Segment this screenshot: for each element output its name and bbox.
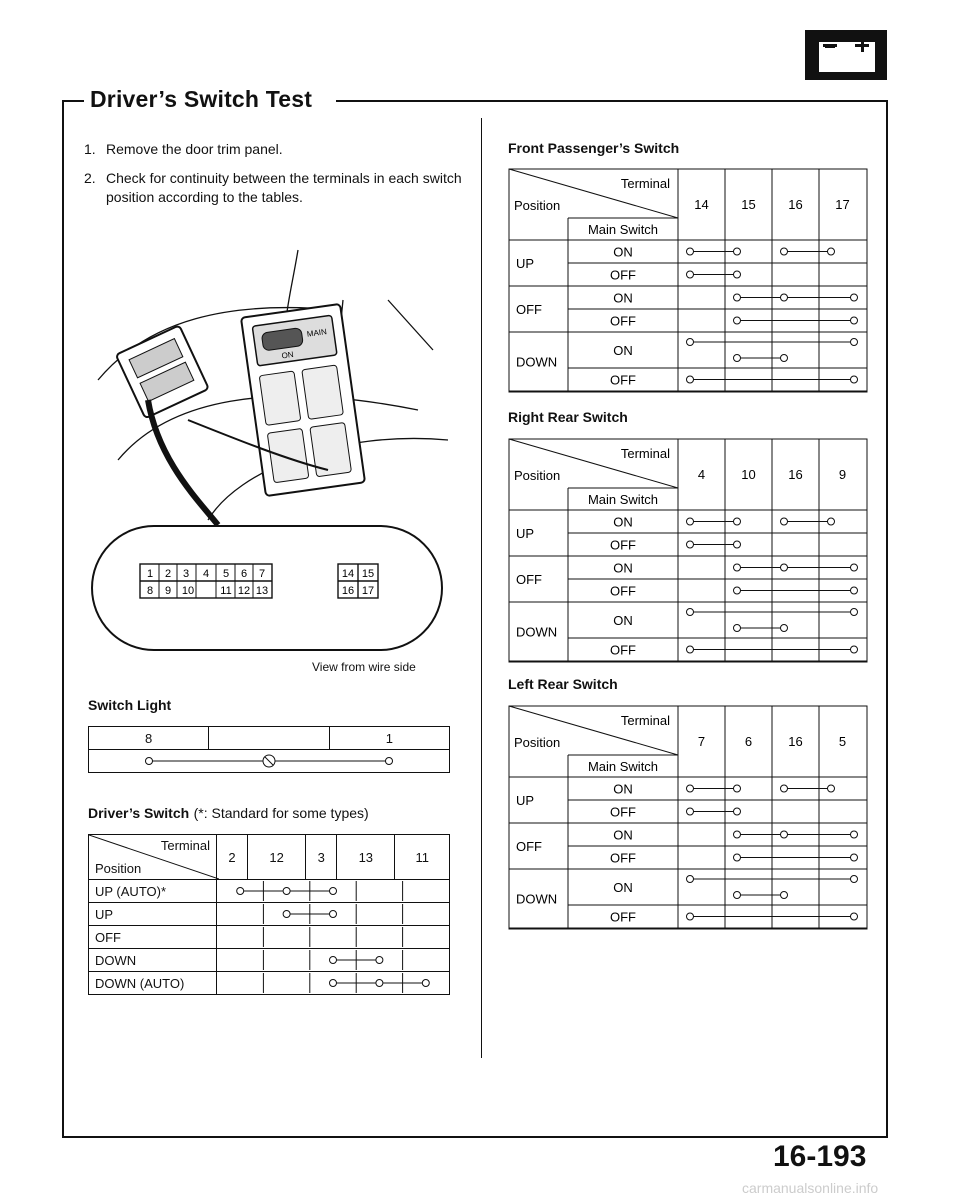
conn-pin: 13: [255, 585, 269, 597]
continuity-node: [781, 518, 788, 525]
main-label: MAIN: [306, 327, 328, 339]
terminal-cell: 10: [741, 467, 756, 482]
state-cell: OFF: [610, 372, 636, 388]
continuity-row: [217, 949, 450, 972]
left-rear-table: [508, 705, 868, 930]
continuity-node: [687, 876, 694, 883]
left-rear-label: Left Rear Switch: [508, 676, 618, 692]
continuity-node: [734, 518, 741, 525]
front-passenger-label: Front Passenger’s Switch: [508, 140, 680, 156]
continuity-node: [687, 541, 694, 548]
conn-pin: 1: [146, 568, 154, 580]
continuity-node: [330, 911, 337, 918]
continuity-graphic: [217, 973, 449, 993]
continuity-node: [781, 625, 788, 632]
continuity-node: [828, 785, 835, 792]
state-cell: ON: [613, 880, 633, 895]
state-cell: OFF: [610, 313, 636, 329]
state-cell: ON: [613, 827, 633, 843]
terminal-cell: 5: [838, 734, 847, 749]
continuity-node: [687, 271, 694, 278]
continuity-node: [851, 339, 858, 346]
continuity-node: [330, 957, 337, 964]
drivers-switch-label: Driver’s Switch (*: Standard for some types): [88, 805, 369, 821]
continuity-node: [687, 376, 694, 383]
continuity-node: [734, 271, 741, 278]
conn-pin: 15: [361, 568, 375, 580]
conn-pin: 16: [341, 585, 355, 597]
continuity-node: [734, 587, 741, 594]
continuity-node: [687, 646, 694, 653]
continuity-node: [687, 518, 694, 525]
continuity-node: [734, 541, 741, 548]
table-border: [509, 169, 867, 392]
continuity-node: [734, 785, 741, 792]
conn-pin: 11: [220, 585, 232, 597]
position-cell: DOWN: [516, 891, 558, 907]
continuity-node: [781, 294, 788, 301]
drivers-switch-table: [88, 834, 450, 995]
continuity-node: [781, 564, 788, 571]
state-cell: ON: [613, 781, 633, 797]
connector-view: [88, 522, 446, 656]
continuity-node: [781, 892, 788, 899]
terminal-header: Terminal: [620, 176, 670, 191]
conn-pin: 12: [237, 585, 251, 597]
position-cell: UP: [516, 793, 535, 808]
continuity-node: [851, 876, 858, 883]
position-cell: OFF: [516, 302, 542, 317]
step-2: 2. Check for continuity between the terminals in each switch position according to the tables.: [84, 170, 462, 205]
continuity-node: [734, 248, 741, 255]
position-cell: OFF: [89, 926, 217, 949]
state-cell: OFF: [610, 267, 636, 283]
continuity-row: [217, 926, 450, 949]
right-rear-label: Right Rear Switch: [508, 409, 628, 425]
continuity-graphic: [217, 881, 449, 901]
on-label: ON: [281, 349, 295, 361]
continuity-row: [89, 750, 450, 773]
main-switch-header: Main Switch: [587, 759, 659, 774]
state-cell: ON: [613, 514, 633, 530]
continuity-node: [376, 957, 383, 964]
position-cell: UP: [516, 256, 535, 271]
position-cell: DOWN: [89, 949, 217, 972]
continuity-node: [851, 587, 858, 594]
continuity-node: [734, 831, 741, 838]
position-cell: DOWN: [516, 624, 558, 640]
continuity-node: [734, 564, 741, 571]
continuity-node: [687, 785, 694, 792]
diag-header: Terminal Position: [89, 835, 217, 880]
continuity-node: [851, 831, 858, 838]
continuity-node: [687, 913, 694, 920]
terminal-header: Terminal: [620, 446, 670, 461]
conn-pin: 8: [146, 585, 154, 597]
position-cell: UP (AUTO)*: [89, 880, 217, 903]
continuity-node: [851, 564, 858, 571]
continuity-node: [781, 248, 788, 255]
terminal-cell: 14: [694, 197, 709, 212]
position-cell: DOWN (AUTO): [89, 972, 217, 995]
conn-pin: 3: [182, 568, 190, 580]
state-cell: ON: [613, 560, 633, 576]
step-1: 1. Remove the door trim panel.: [84, 141, 283, 157]
continuity-graphic: [217, 950, 449, 970]
state-cell: ON: [613, 290, 633, 306]
terminal-cell: 4: [697, 467, 706, 482]
continuity-node: [376, 980, 383, 987]
state-cell: ON: [613, 613, 633, 628]
terminal-header: Terminal: [620, 713, 670, 728]
state-cell: OFF: [610, 537, 636, 553]
continuity-node: [851, 609, 858, 616]
terminal-cell: 1: [329, 727, 449, 750]
watermark: carmanualsonline.info: [742, 1180, 879, 1196]
terminal-cell: 16: [788, 734, 803, 749]
switch-illustration: [88, 240, 458, 530]
view-caption: View from wire side: [312, 660, 416, 674]
battery-icon: [805, 30, 887, 80]
conn-pin: 10: [181, 585, 195, 597]
table-border: [509, 706, 867, 929]
continuity-node: [734, 625, 741, 632]
continuity-node: [851, 294, 858, 301]
continuity-graphic: [217, 904, 449, 924]
page-number: 16-193: [773, 1140, 867, 1173]
continuity-node: [687, 808, 694, 815]
terminal-cell: 11: [395, 835, 450, 880]
position-cell: UP: [89, 903, 217, 926]
terminal-cell: 6: [744, 734, 753, 749]
continuity-node: [283, 888, 290, 895]
continuity-node: [781, 831, 788, 838]
instruction-steps: [84, 140, 464, 217]
position-cell: DOWN: [516, 354, 558, 370]
terminal-cell: 7: [697, 734, 706, 749]
terminal-cell: [209, 727, 329, 750]
continuity-node: [237, 888, 244, 895]
terminal-cell: 9: [838, 467, 847, 482]
conn-pin: 17: [361, 585, 375, 597]
state-cell: OFF: [610, 642, 636, 658]
state-cell: ON: [613, 244, 633, 260]
position-header: Position: [514, 735, 561, 750]
continuity-node: [283, 911, 290, 918]
conn-pin: 5: [222, 568, 230, 580]
switch-light-table: [88, 726, 450, 773]
continuity-row: [217, 903, 450, 926]
continuity-node: [734, 854, 741, 861]
terminal-cell: 13: [337, 835, 395, 880]
conn-pin: 9: [164, 585, 172, 597]
continuity-node: [781, 785, 788, 792]
terminal-cell: 2: [217, 835, 248, 880]
continuity-node: [851, 317, 858, 324]
terminal-cell: 17: [835, 197, 850, 212]
state-cell: OFF: [610, 909, 636, 925]
continuity-node: [687, 339, 694, 346]
terminal-cell: 16: [788, 197, 803, 212]
main-switch-header: Main Switch: [587, 492, 659, 507]
continuity-node: [851, 854, 858, 861]
continuity-node: [828, 248, 835, 255]
continuity-node: [828, 518, 835, 525]
position-header: Position: [514, 198, 561, 213]
main-switch-header: Main Switch: [587, 222, 659, 237]
continuity-node: [851, 646, 858, 653]
position-cell: UP: [516, 526, 535, 541]
continuity-node: [422, 980, 429, 987]
continuity-node: [687, 248, 694, 255]
continuity-graphic: [217, 927, 449, 947]
front-passenger-table: [508, 168, 868, 393]
position-cell: OFF: [516, 839, 542, 854]
continuity-node: [734, 317, 741, 324]
conn-pin: 4: [202, 568, 210, 580]
column-divider: [481, 118, 482, 1058]
terminal-cell: 15: [741, 197, 756, 212]
page-title: Driver’s Switch Test: [90, 86, 313, 112]
terminal-cell: 12: [247, 835, 305, 880]
continuity-node: [734, 355, 741, 362]
conn-pin: 7: [258, 568, 266, 580]
continuity-node: [851, 376, 858, 383]
table-border: [509, 439, 867, 662]
continuity-node: [687, 609, 694, 616]
right-rear-table: [508, 438, 868, 663]
conn-pin: 6: [240, 568, 248, 580]
state-cell: ON: [613, 343, 633, 358]
position-cell: OFF: [516, 572, 542, 587]
state-cell: OFF: [610, 850, 636, 866]
continuity-node: [330, 888, 337, 895]
conn-pin: 14: [341, 568, 355, 580]
continuity-node: [851, 913, 858, 920]
continuity-node: [734, 294, 741, 301]
position-header: Position: [514, 468, 561, 483]
switch-light-label: Switch Light: [88, 697, 172, 713]
terminal-cell: 8: [89, 727, 209, 750]
conn-pin: 2: [164, 568, 172, 580]
continuity-node: [781, 355, 788, 362]
state-cell: OFF: [610, 804, 636, 820]
continuity-row: [217, 880, 450, 903]
continuity-node: [734, 892, 741, 899]
state-cell: OFF: [610, 583, 636, 599]
continuity-node: [734, 808, 741, 815]
terminal-cell: 3: [306, 835, 337, 880]
terminal-cell: 16: [788, 467, 803, 482]
continuity-node: [330, 980, 337, 987]
continuity-row: [217, 972, 450, 995]
